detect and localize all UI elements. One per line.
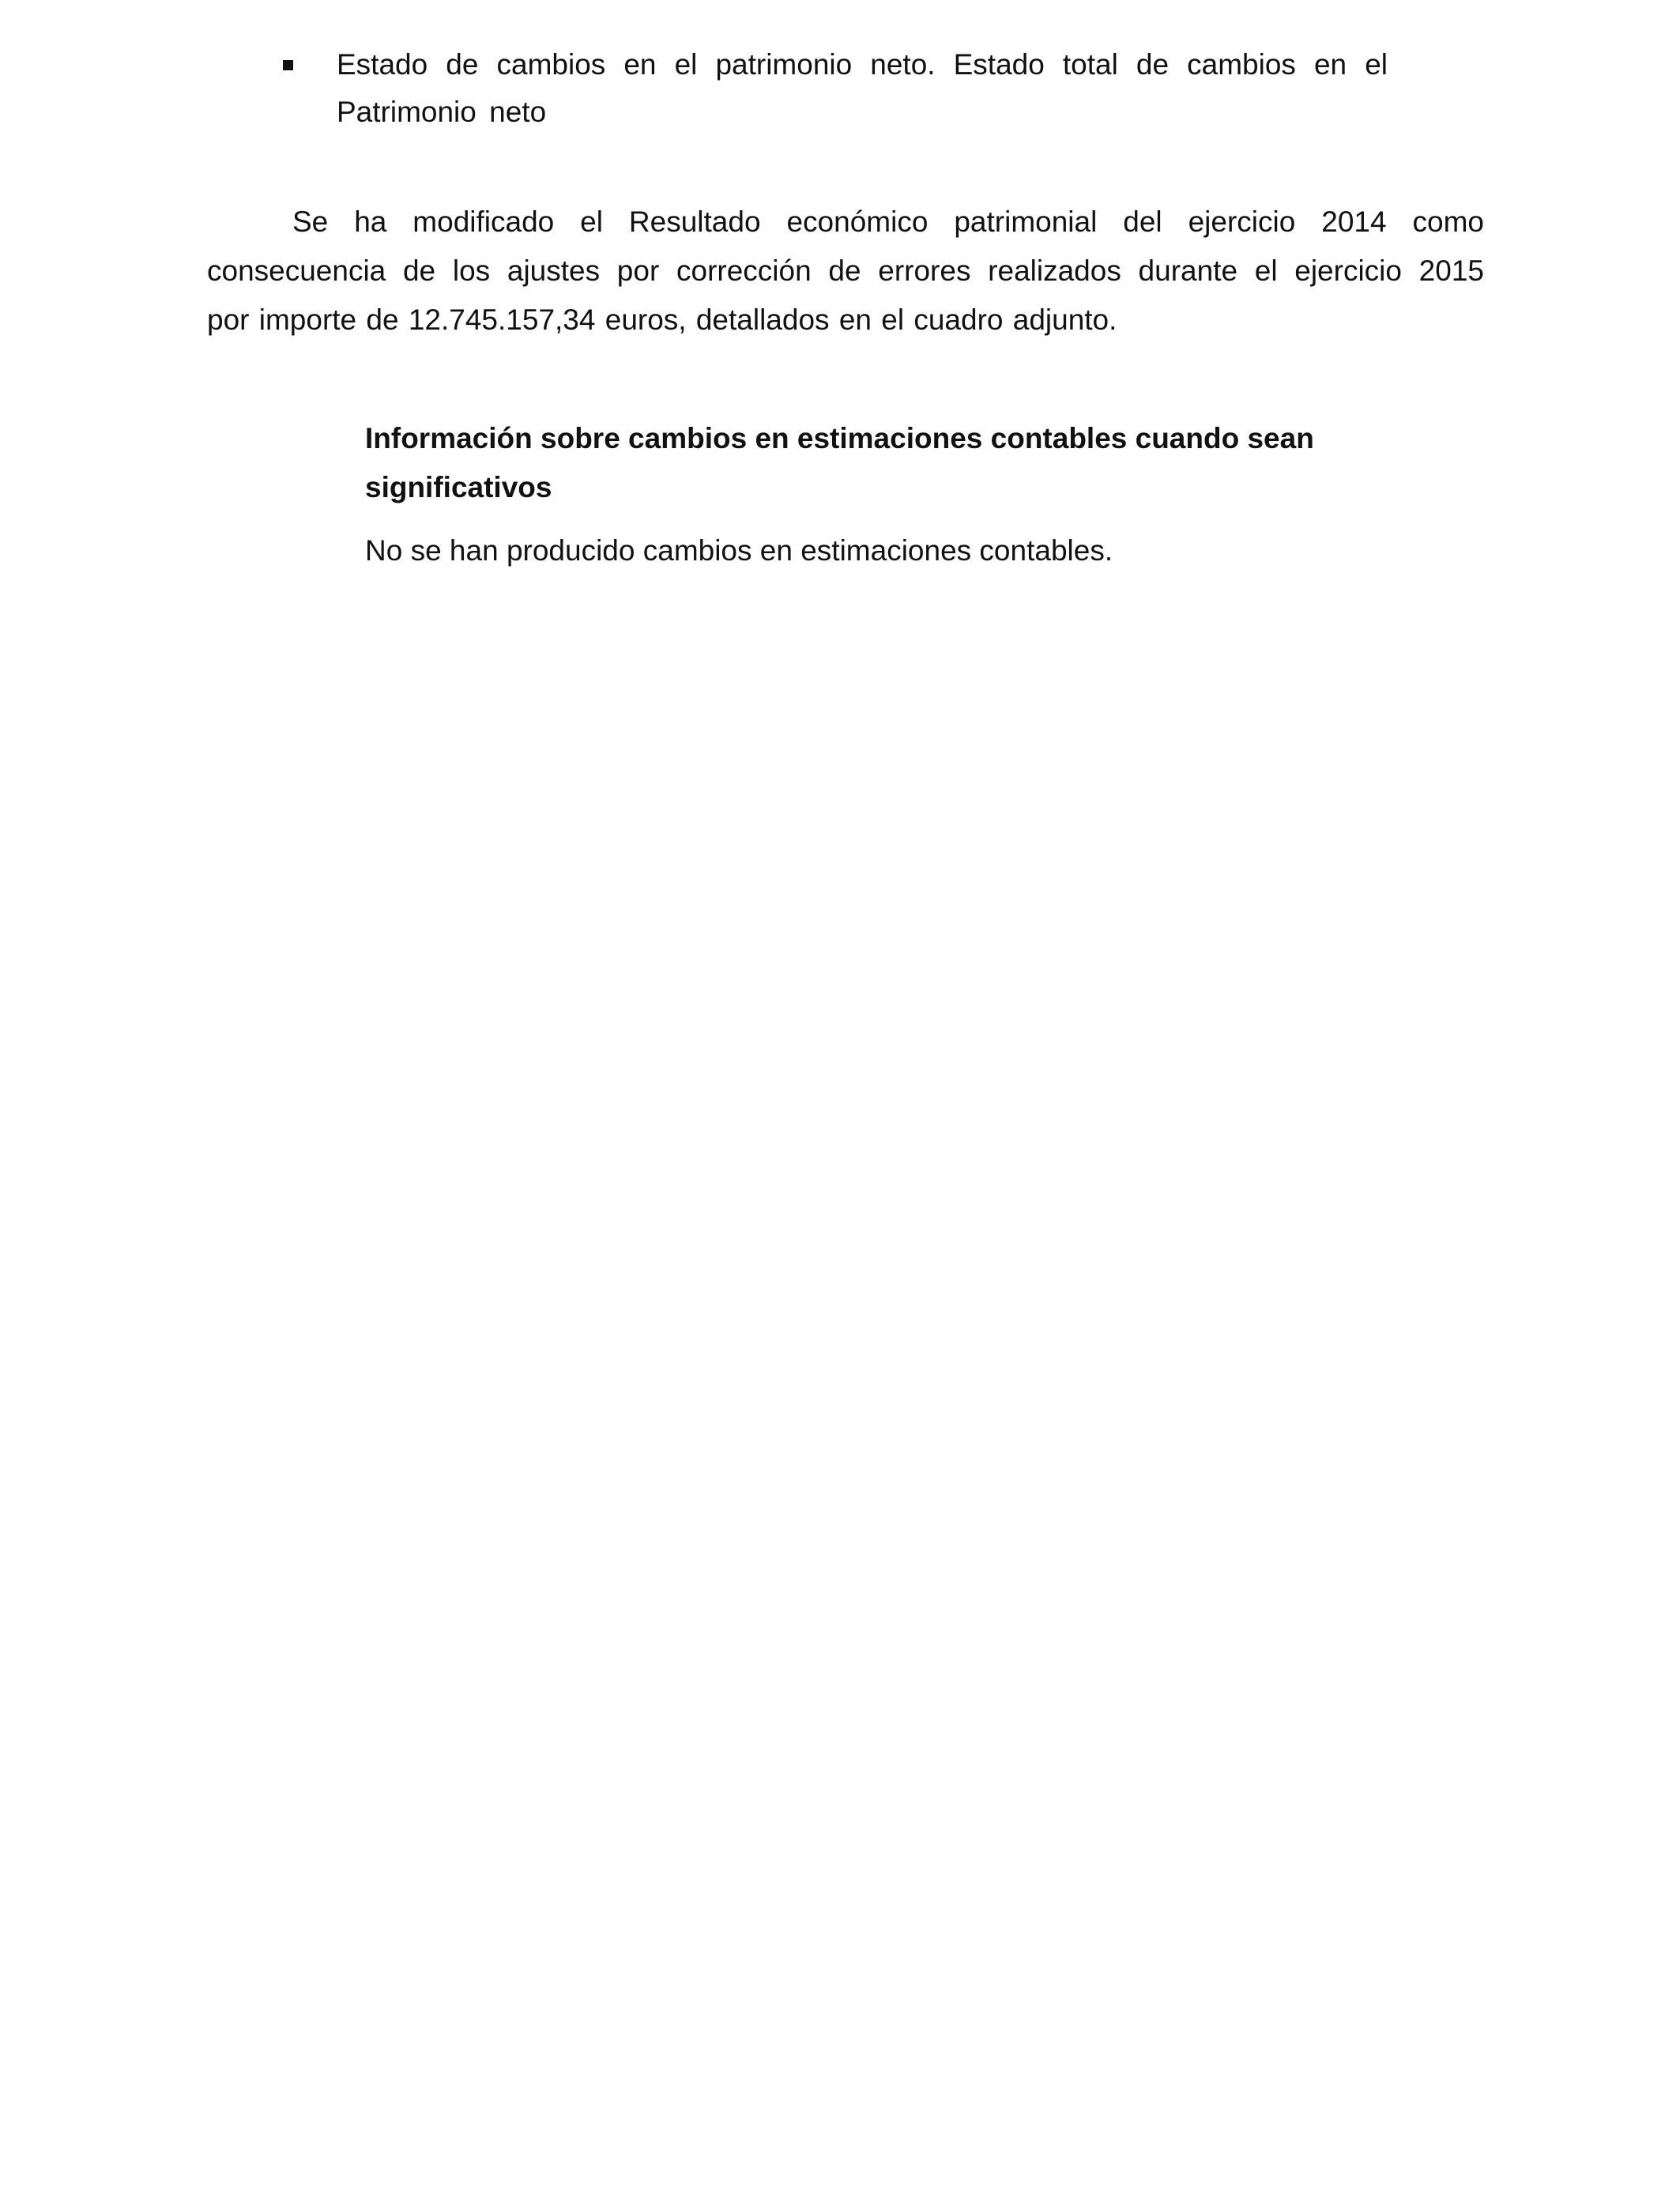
paragraph-line-2: consecuencia de los ajustes por corrección de errores realizados durante el ejercicio 2015 xyxy=(207,254,1484,287)
bullet-text-line-1: Estado de cambios en el patrimonio neto. Estado total de cambios en el xyxy=(337,48,1388,81)
section-heading-line-2: significativos xyxy=(365,471,552,503)
paragraph-line-1: Se ha modificado el Resultado económico patrimonial del ejercicio 2014 como xyxy=(292,205,1484,238)
paragraph-line-3: por importe de 12.745.157,34 euros, detallados en el cuadro adjunto. xyxy=(207,303,1117,336)
section-heading-line-1: Información sobre cambios en estimaciones contables cuando sean xyxy=(365,422,1314,454)
section-body-text: No se han producido cambios en estimaciones contables. xyxy=(365,534,1113,567)
body-paragraph xyxy=(207,198,1484,345)
estimates-section xyxy=(365,414,1392,575)
square-bullet-icon xyxy=(283,60,293,70)
section-heading xyxy=(365,414,1392,512)
bullet-text-line-2: Patrimonio neto xyxy=(337,96,547,128)
